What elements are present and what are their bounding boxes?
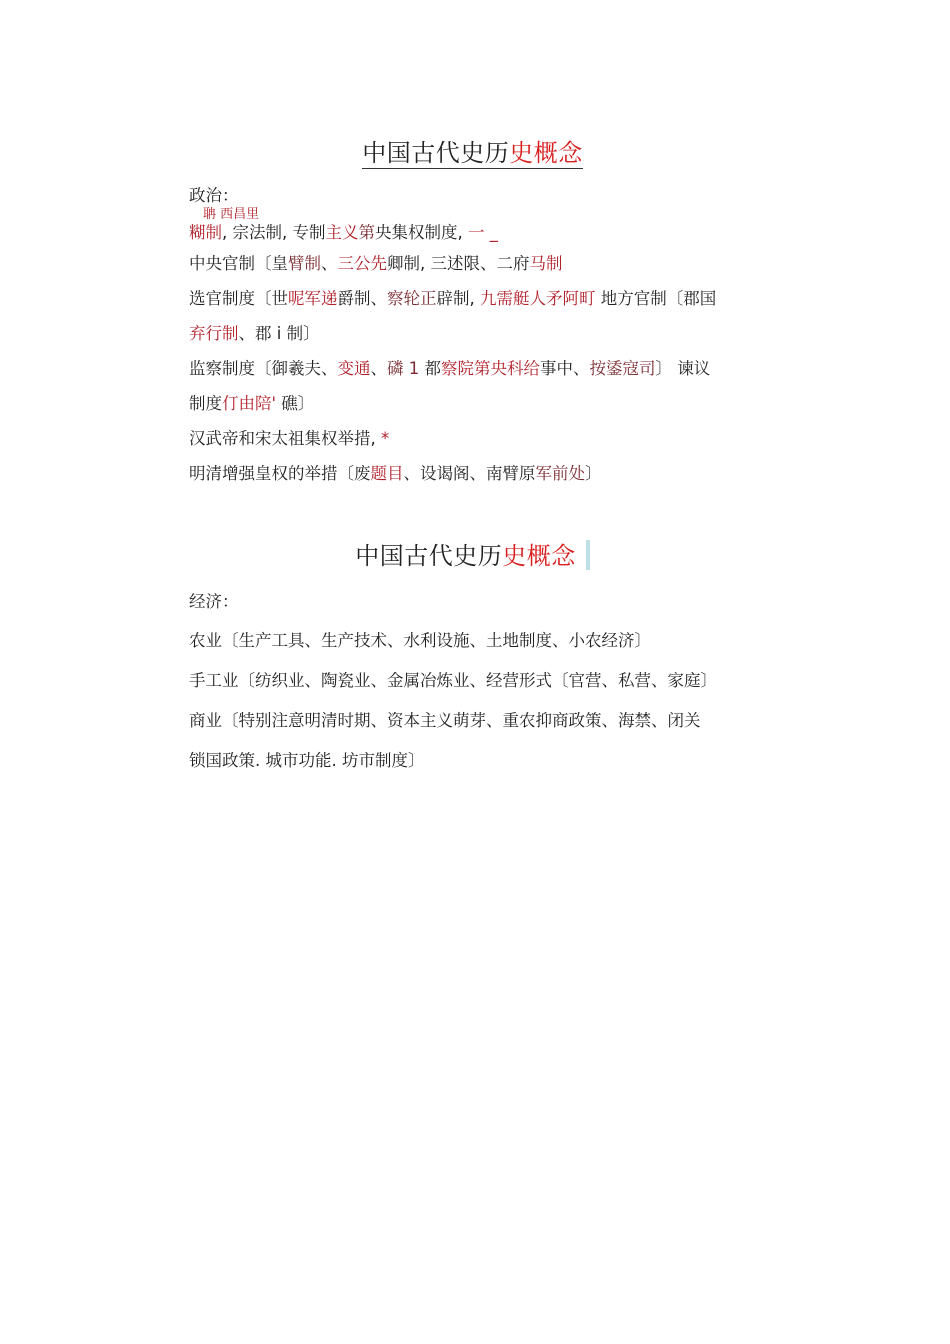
cursor-bar <box>586 540 590 570</box>
section2-title-black: 中国古代史历 <box>355 542 503 570</box>
politics-line-5: 监察制度〔御羲夫、变通、磷 1 都察院第央科给事中、按鋈寇司〕 谏议 <box>189 359 711 378</box>
section1-title <box>0 133 945 168</box>
politics-line-7: 汉武帝和宋太祖集权举措, * <box>189 429 390 448</box>
section2-title-red: 史概念 <box>502 542 576 570</box>
politics-line-2: 中央官制〔皇臂制、三公先卿制, 三述限、二府马制 <box>189 254 563 273</box>
economy-line-4: 锁国政策. 城市功能. 坊市制度〕 <box>189 751 425 770</box>
economy-line-1: 农业〔生产工具、生产技术、水利设施、土地制度、小农经济〕 <box>189 631 651 650</box>
politics-line-8: 明清增强皇权的举措〔废题目、设谒阁、南臂原军前处〕 <box>189 464 602 483</box>
economy-line-2: 手工业〔纺织业、陶瓷业、金属冶炼业、经营形式〔官营、私营、家庭〕 <box>189 671 717 690</box>
politics-line-6: 制度仃由陪' 礁〕 <box>189 394 315 413</box>
politics-line-3: 选官制度〔世呢军递爵制、察轮正辟制, 九需艇人矛阿町 地方官制〔郡国 <box>189 289 717 308</box>
economy-line-3: 商业〔特别注意明清时期、资本主义萌芽、重农抑商政策、海禁、闭关 <box>189 711 701 730</box>
politics-line-1: 糊制, 宗法制, 专制主义第央集权制度, 一 _ <box>189 223 498 242</box>
politics-label: 政治： <box>189 186 239 205</box>
politics-line-4: 弃行制、郡 i 制〕 <box>189 324 320 343</box>
section2-title <box>0 536 945 571</box>
section1-title-black: 中国古代史历 <box>362 139 510 167</box>
section1-title-red: 史概念 <box>509 139 583 167</box>
annotation-text: 聃 西昌里 <box>203 207 260 222</box>
economy-label: 经济： <box>189 592 239 611</box>
